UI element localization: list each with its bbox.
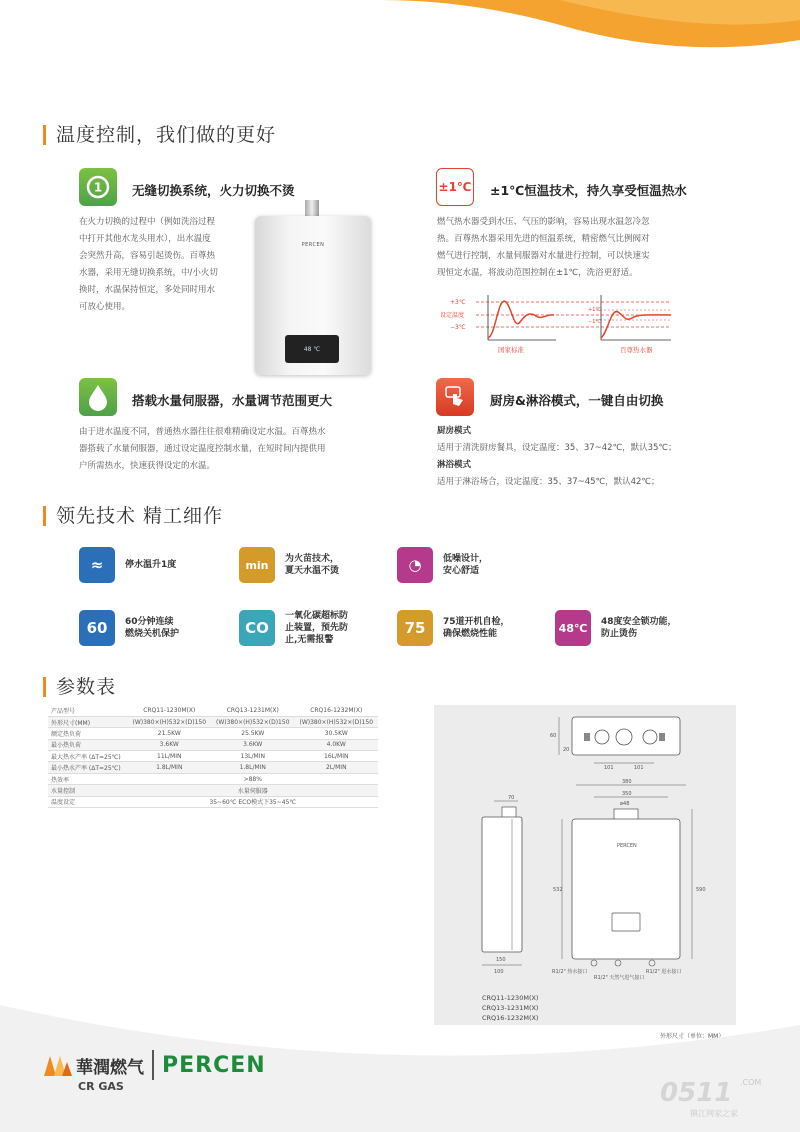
water-drop-icon: [79, 378, 117, 416]
watermark-com: .COM: [740, 1078, 762, 1087]
tech-label: 75道开机自检， 确保燃烧性能: [443, 617, 510, 639]
table-cell: 25.5KW: [211, 728, 294, 739]
chart-label-set-temp: 设定温度: [440, 312, 465, 319]
product-image: [255, 200, 371, 375]
shield-60-icon: 60: [79, 610, 115, 646]
dim-101b: 101: [634, 765, 644, 771]
port-gas: R1/2" 天然气进气接口: [594, 975, 645, 981]
table-cell: 外形尺寸(MM): [48, 716, 128, 727]
table-row: [48, 751, 378, 762]
chart-caption-percen: 百尊热水器: [620, 346, 653, 354]
cr-gas-logo-icon: [42, 1052, 72, 1078]
table-cell: 最大热水产率 (ΔT=25℃): [48, 751, 128, 762]
dim-380: 380: [622, 779, 632, 785]
table-cell: 30.5KW: [295, 728, 379, 739]
table-cell: 水量控制: [48, 785, 128, 796]
table-cell: (W)380×(H)532×(D)150: [128, 716, 211, 727]
port-cold-water: R1/2" 进水接口: [646, 969, 682, 975]
co-shield-icon: CO: [239, 610, 275, 646]
diagram-model-3: CRQ16-1232M(X): [482, 1014, 539, 1022]
mode-shower-title: 淋浴模式: [437, 460, 472, 470]
table-cell: 13L/MIN: [211, 751, 294, 762]
table-cell: (W)380×(H)532×(D)150: [211, 716, 294, 727]
tech-label: 为火苗技术， 夏天水温不烫: [285, 554, 340, 576]
table-cell: 额定热负荷: [48, 728, 128, 739]
plus-minus-one-degree-icon: ±1℃: [436, 168, 474, 206]
dim-150: 150: [496, 957, 506, 963]
table-row: [48, 773, 378, 784]
table-cell: CRQ11-1230M(X): [128, 705, 211, 716]
dim-590: 590: [696, 887, 706, 893]
product-brand: PERCEN: [301, 242, 325, 248]
section-title-technology: 领先技术 精工细作: [43, 506, 223, 526]
mode-kitchen-text: 适用于清洗厨房餐具，设定温度：35、37~42℃，默认35℃；: [437, 443, 677, 453]
tech-label: 低噪设计， 安心舒适: [443, 554, 489, 576]
table-cell: 1.8L/MIN: [128, 762, 211, 773]
feature-text-constant-temp: 燃气热水器受到水压、气压的影响，容易出现水温忽冷忽 热。百尊热水器采用先进的恒温系统，精密燃气比例阀对 燃气进行控制，水量伺服器对水量进行控制，可以快速实 现恒定水温，将波动范围控制在±1℃，洗浴更舒适。: [437, 217, 650, 278]
table-cell: 水量伺服器: [128, 785, 378, 796]
feature-text-seamless: 在火力切换的过程中（例如洗浴过程 中打开其他水龙头用水），出水温度 会突然升高，容易引起烫伤。百尊热 水器，采用无缝切换系统，中/小火切 换时，水温保持恒定，多处同时用水 可放心使用。: [79, 217, 218, 312]
dim-532: 532: [553, 887, 563, 893]
table-cell: >88%: [128, 773, 378, 784]
brand-en: CR GAS: [78, 1080, 124, 1093]
dim-101a: 101: [604, 765, 614, 771]
table-cell: 温度设定: [48, 796, 128, 807]
dim-48: ø48: [620, 801, 630, 807]
table-cell: 1.8L/MIN: [211, 762, 294, 773]
table-row: [48, 762, 378, 773]
table-row: [48, 705, 378, 716]
table-cell: CRQ13-1231M(X): [211, 705, 294, 716]
table-cell: 最小热水产率 (ΔT=25℃): [48, 762, 128, 773]
magnifier-75-icon: 75: [397, 610, 433, 646]
diagram-unit-note: 外形尺寸（单位：MM）: [660, 1033, 725, 1040]
touch-hand-icon: [436, 378, 474, 416]
feature-text-water-servo: 由于进水温度不同，普通热水器往往很难精确设定水温。百尊热水 器搭载了水量伺服器，通过设定温度控制水量，在短时间内提供用 户所需热水，快速获得设定的水温。: [79, 427, 326, 471]
section-title-temperature: 温度控制，我们做的更好: [43, 125, 276, 145]
brand-cn: 華潤燃气: [76, 1057, 144, 1078]
dim-70: 70: [508, 795, 515, 801]
lock-48-icon: 48℃: [555, 610, 591, 646]
table-row: [48, 796, 378, 807]
chart-label-minus1: −1℃: [588, 319, 601, 325]
section-title-specs: 参数表: [43, 677, 116, 697]
feature-title-water-servo: 搭载水量伺服器，水量调节范围更大: [132, 393, 333, 408]
diagram-model-1: CRQ11-1230M(X): [482, 994, 539, 1002]
table-cell: 2L/MIN: [295, 762, 379, 773]
feature-text-modes: [437, 423, 737, 491]
table-row: [48, 728, 378, 739]
diagram-model-2: CRQ13-1231M(X): [482, 1004, 539, 1012]
dim-side-100: 100: [494, 969, 504, 975]
table-cell: 35~60℃ ECO模式下35~45℃: [128, 796, 378, 807]
table-cell: 16L/MIN: [295, 751, 379, 762]
feature-title-constant-temp: ±1℃恒温技术，持久享受恒温热水: [490, 183, 687, 198]
table-row: [48, 785, 378, 796]
feature-title-modes: 厨房&淋浴模式，一键自由切换: [490, 393, 664, 408]
table-cell: CRQ16-1232M(X): [295, 705, 379, 716]
port-hot-water: R1/2" 热水接口: [552, 969, 588, 975]
table-cell: 最小热负荷: [48, 739, 128, 750]
chart-label-minus3: −3℃: [450, 324, 466, 331]
chart-label-plus1: +1℃: [588, 307, 601, 313]
spec-table: [48, 705, 378, 808]
diagram-brand: PERCEN: [617, 843, 637, 849]
dim-350: 350: [622, 791, 632, 797]
watermark-logo: 0511: [660, 1078, 733, 1108]
table-cell: 产品型号: [48, 705, 128, 716]
min-flame-icon: min: [239, 547, 275, 583]
table-cell: 4.0KW: [295, 739, 379, 750]
table-cell: 3.6KW: [128, 739, 211, 750]
top-banner-shape: [380, 0, 800, 80]
seamless-switch-icon: [79, 168, 117, 206]
feature-title-seamless: 无缝切换系统，火力切换不烫: [132, 183, 295, 198]
watermark-cn: 镇江网家之家: [690, 1109, 738, 1118]
tech-label: 48度安全锁功能， 防止烫伤: [601, 617, 677, 639]
tech-label: 停水温升1度: [125, 560, 177, 570]
gauge-icon: ◔: [397, 547, 433, 583]
faucet-icon: ≈: [79, 547, 115, 583]
table-cell: 3.6KW: [211, 739, 294, 750]
table-cell: 11L/MIN: [128, 751, 211, 762]
tech-label: 一氧化碳超标防 止装置，预先防 止,无需报警: [285, 611, 349, 645]
dim-20: 20: [563, 747, 570, 753]
table-cell: 热效率: [48, 773, 128, 784]
table-cell: (W)380×(H)532×(D)150: [295, 716, 379, 727]
table-row: [48, 739, 378, 750]
mode-shower-text: 适用于淋浴场合，设定温度：35、37~45℃，默认42℃；: [437, 477, 660, 487]
temperature-stability-chart: [436, 290, 681, 360]
table-cell: 21.5KW: [128, 728, 211, 739]
product-display: 48 ℃: [303, 345, 321, 353]
dim-60: 60: [550, 733, 557, 739]
chart-caption-standard: 国家标准: [498, 346, 524, 354]
tech-label: 60分钟连续 燃烧关机保护: [125, 617, 180, 639]
mode-kitchen-title: 厨房模式: [437, 426, 472, 436]
brand-percen: PERCEN: [162, 1052, 266, 1078]
table-row: [48, 716, 378, 727]
footer-brand: [42, 1050, 266, 1080]
svg-text:1: 1: [93, 180, 103, 195]
chart-label-plus3: +3℃: [450, 299, 466, 306]
